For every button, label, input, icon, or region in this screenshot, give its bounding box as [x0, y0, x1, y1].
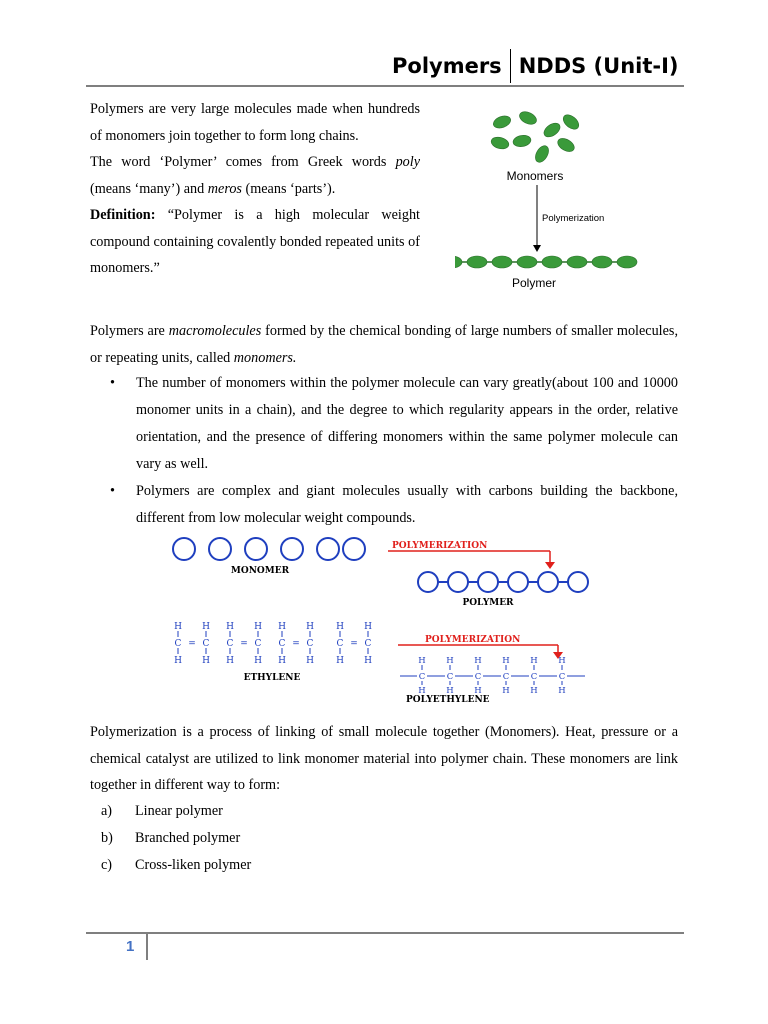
- svg-text:H: H: [364, 656, 372, 666]
- macromolecules-paragraph: Polymers are macromolecules formed by the chemical bonding of large numbers of smaller molecules, or repeating units, called monomers.: [90, 323, 678, 366]
- polymer-label-2: POLYMER: [462, 598, 514, 608]
- svg-text:H: H: [502, 686, 510, 693]
- svg-text:H: H: [530, 656, 538, 666]
- svg-text:H: H: [474, 656, 482, 666]
- polymerization-label: Polymerization: [542, 213, 605, 224]
- svg-text:H: H: [336, 656, 344, 666]
- svg-text:H: H: [306, 622, 314, 632]
- svg-text:C: C: [418, 672, 426, 682]
- bullet-icon: •: [110, 375, 115, 391]
- svg-text:=: =: [292, 639, 300, 649]
- svg-text:C: C: [254, 639, 262, 649]
- svg-text:H: H: [278, 622, 286, 632]
- svg-text:H: H: [254, 656, 262, 666]
- svg-text:H: H: [278, 656, 286, 666]
- footer-separator: [146, 934, 148, 960]
- svg-text:H: H: [306, 656, 314, 666]
- definition-paragraph: Definition: “Polymer is a high molecular weight compound containing covalently bonded repeated units of monomers.”: [90, 207, 420, 276]
- header-title-left: Polymers: [392, 54, 502, 78]
- svg-text:H: H: [530, 686, 538, 693]
- polymer-label: Polymer: [511, 276, 557, 290]
- intro-text: [90, 96, 420, 282]
- svg-text:H: H: [474, 686, 482, 693]
- svg-text:H: H: [174, 622, 182, 632]
- ethylene-polymerization-figure: [160, 533, 592, 693]
- polymerization-label-2: POLYMERIZATION: [425, 635, 521, 645]
- svg-text:C: C: [558, 672, 566, 682]
- svg-text:C: C: [364, 639, 372, 649]
- svg-text:C: C: [306, 639, 314, 649]
- svg-text:=: =: [188, 639, 196, 649]
- svg-text:H: H: [502, 656, 510, 666]
- svg-text:C: C: [226, 639, 234, 649]
- list-item: b) Branched polymer: [101, 830, 241, 846]
- polyethylene-label: POLYETHYLENE: [406, 695, 490, 705]
- ethylene-label: ETHYLENE: [243, 673, 301, 683]
- polymerization-label-1: POLYMERIZATION: [392, 541, 488, 551]
- intro-paragraph-2: The word ‘Polymer’ comes from Greek words poly (means ‘many’) and meros (means ‘parts’).: [90, 154, 420, 197]
- page-number: 1: [126, 938, 135, 955]
- svg-text:C: C: [446, 672, 454, 682]
- svg-text:H: H: [226, 656, 234, 666]
- svg-text:C: C: [202, 639, 210, 649]
- svg-text:=: =: [350, 639, 358, 649]
- svg-text:H: H: [364, 622, 372, 632]
- svg-text:H: H: [446, 656, 454, 666]
- svg-text:C: C: [336, 639, 344, 649]
- intro-paragraph-1: Polymers are very large molecules made when hundreds of monomers join together to form long chains.: [90, 101, 420, 144]
- definition-label: Definition:: [90, 207, 156, 223]
- bullet-item: • The number of monomers within the polymer molecule can vary greatly(about 100 and 10000 monomer units in a chain), and the degree to which regularity appears in the order, relative orientation, and the presence of differing monomers within the same polymer molecule can vary as well.: [110, 370, 678, 478]
- svg-text:H: H: [226, 622, 234, 632]
- svg-text:H: H: [558, 686, 566, 693]
- monomers-label: Monomers: [506, 169, 564, 183]
- bullet-list: [110, 370, 678, 532]
- list-item: a) Linear polymer: [101, 803, 223, 819]
- svg-text:C: C: [474, 672, 482, 682]
- svg-text:=: =: [240, 639, 248, 649]
- svg-text:H: H: [336, 622, 344, 632]
- header-rule: [86, 85, 684, 87]
- monomer-polymer-figure: [455, 105, 650, 295]
- bullet-icon: •: [110, 483, 115, 499]
- list-item: c) Cross-liken polymer: [101, 857, 252, 873]
- svg-text:H: H: [202, 622, 210, 632]
- footer-rule: [86, 932, 684, 934]
- svg-text:H: H: [558, 656, 566, 666]
- monomer-label: MONOMER: [230, 566, 290, 576]
- svg-text:C: C: [502, 672, 510, 682]
- svg-text:H: H: [418, 656, 426, 666]
- svg-text:C: C: [530, 672, 538, 682]
- polymerization-paragraph: Polymerization is a process of linking of small molecule together (Monomers). Heat, pressure or a chemical catalyst are utilized to link monomer material into polymer chain. These monomers are link together in different way to form:: [90, 724, 678, 793]
- svg-text:H: H: [202, 656, 210, 666]
- header-title-right: NDDS (Unit-I): [518, 54, 679, 78]
- svg-text:H: H: [174, 656, 182, 666]
- bullet-item: • Polymers are complex and giant molecules usually with carbons building the backbone, different from low molecular weight compounds.: [110, 478, 678, 532]
- svg-text:H: H: [446, 686, 454, 693]
- svg-text:H: H: [254, 622, 262, 632]
- svg-text:H: H: [418, 686, 426, 693]
- svg-text:C: C: [278, 639, 286, 649]
- page-header: [392, 48, 679, 84]
- svg-text:C: C: [174, 639, 182, 649]
- polymer-types-list: [101, 798, 251, 879]
